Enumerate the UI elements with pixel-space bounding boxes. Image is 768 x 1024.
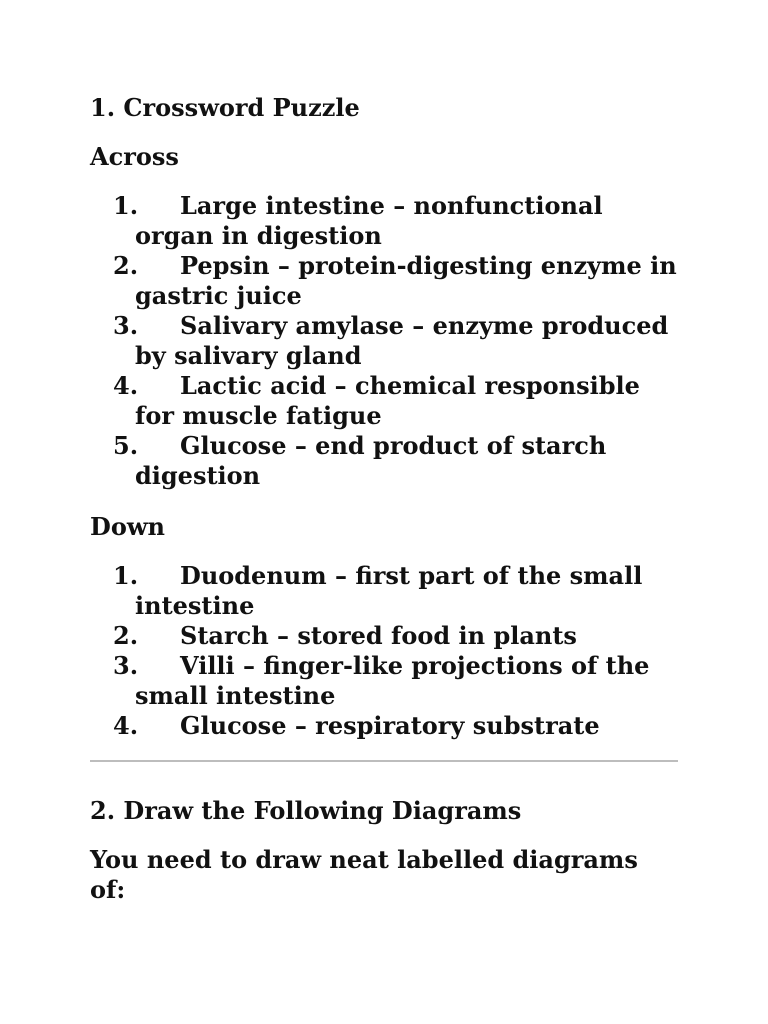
across-item-number: 3. [113,311,139,340]
down-item-number: 3. [113,651,139,680]
down-item [90,651,680,711]
section-2-intro: You need to draw neat labelled diagrams of: [90,845,638,904]
down-heading: Down [90,512,165,541]
down-item-number: 4. [113,711,139,740]
section-divider [90,760,678,762]
across-item-number: 1. [113,191,139,220]
down-item-number: 1. [113,561,139,590]
down-item-text: Villi – finger-like projections of the small intestine [135,651,650,710]
across-item [90,251,680,311]
across-list [90,191,680,491]
across-item-text: Large intestine – nonfunctional organ in digestion [135,191,603,250]
section-2-title: 2. Draw the Following Diagrams [90,796,522,825]
across-item-number: 2. [113,251,139,280]
down-item-number: 2. [113,621,139,650]
across-item [90,191,680,251]
across-item [90,431,680,491]
across-item-number: 4. [113,371,139,400]
across-item-number: 5. [113,431,139,460]
across-item-text: Lactic acid – chemical responsible for muscle fatigue [135,371,640,430]
down-item [90,561,680,621]
section-1-title: 1. Crossword Puzzle [90,93,360,122]
down-item [90,621,680,651]
across-item [90,371,680,431]
across-item-text: Salivary amylase – enzyme produced by salivary gland [135,311,669,370]
down-item [90,711,680,741]
down-item-text: Starch – stored food in plants [180,621,577,650]
across-heading: Across [90,142,179,171]
across-item-text: Glucose – end product of starch digestion [135,431,607,490]
across-item-text: Pepsin – protein-digesting enzyme in gastric juice [135,251,677,310]
down-item-text: Duodenum – first part of the small intestine [135,561,643,620]
down-list [90,561,680,741]
across-item [90,311,680,371]
down-item-text: Glucose – respiratory substrate [180,711,600,740]
